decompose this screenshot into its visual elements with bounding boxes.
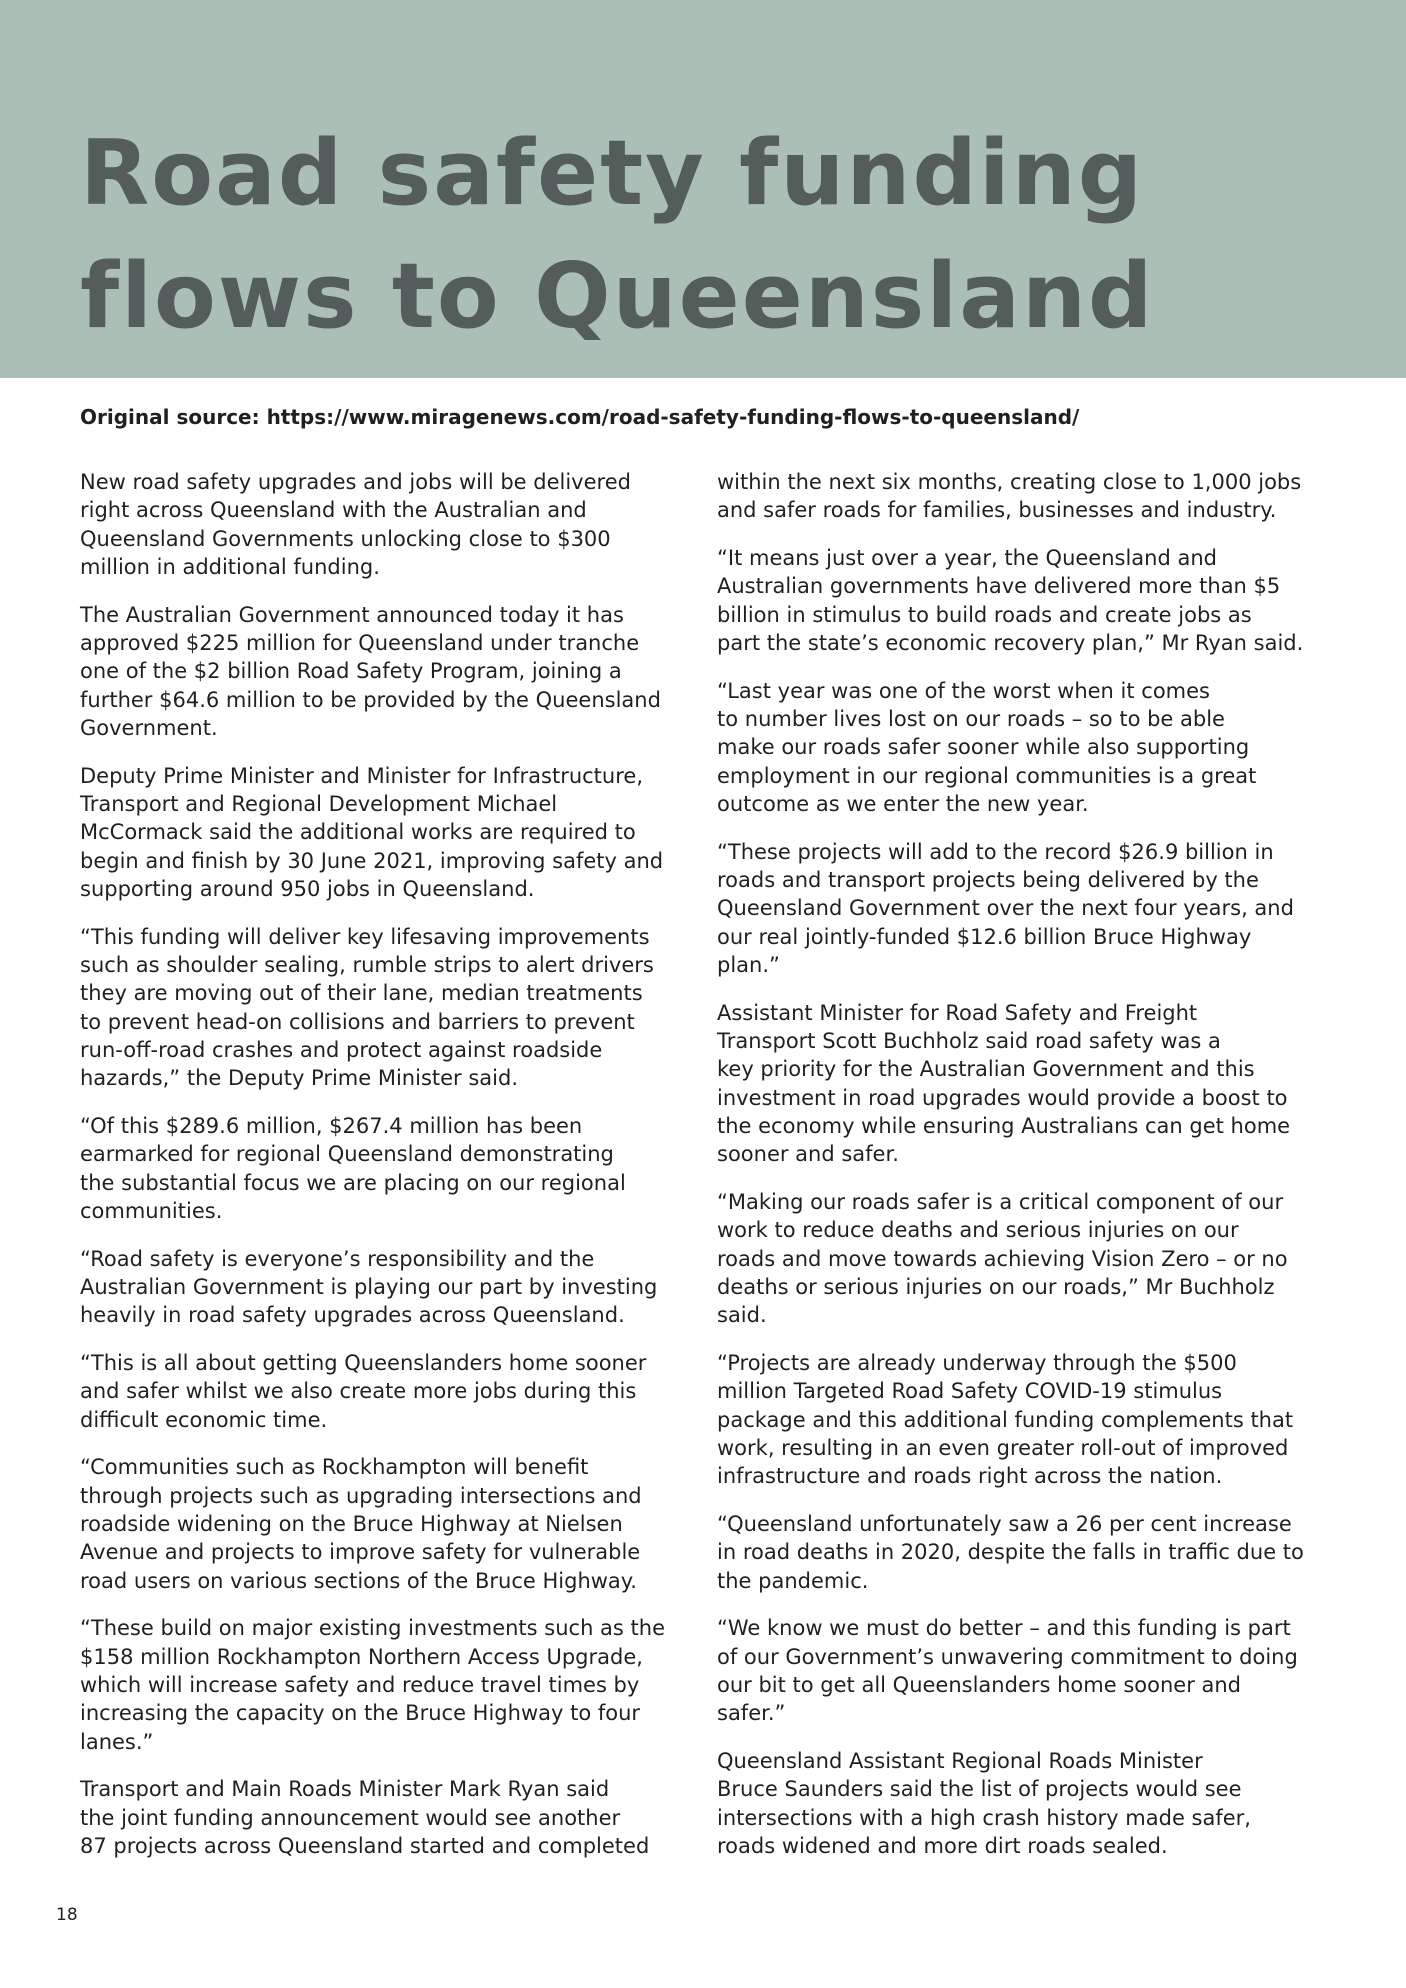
text-line: they are moving out of their lane, median treatments [80, 981, 643, 1006]
paragraph [80, 601, 690, 742]
text-line: such as shoulder sealing, rumble strips to alert drivers [80, 952, 654, 977]
text-line: The Australian Government announced today it has [80, 602, 624, 627]
text-line: “Of this $289.6 million, $267.4 million has been [80, 1113, 583, 1138]
text-line: Transport Scott Buchholz said road safety was a [717, 1029, 1221, 1054]
text-line: work, resulting in an even greater roll-out of improved [717, 1435, 1289, 1460]
text-line: “Making our roads safer is a critical component of our [717, 1190, 1284, 1215]
text-line: million in additional funding. [80, 554, 380, 579]
text-line: which will increase safety and reduce travel times by [80, 1672, 640, 1697]
text-line: earmarked for regional Queensland demonstrating [80, 1142, 614, 1167]
text-line: package and this additional funding complements that [717, 1407, 1294, 1432]
text-line: employment in our regional communities is a great [717, 763, 1257, 788]
text-line: “We know we must do better – and this funding is part [717, 1616, 1291, 1641]
text-line: Bruce Saunders said the list of projects would see [717, 1777, 1242, 1802]
text-line: make our roads safer sooner while also supporting [717, 735, 1250, 760]
text-line: work to reduce deaths and serious injuries on our [717, 1218, 1239, 1243]
paragraph [80, 468, 690, 581]
text-line: roads and move towards achieving Vision Zero – or no [717, 1246, 1288, 1271]
text-line: and safer whilst we also create more jobs during this [80, 1379, 637, 1404]
text-line: heavily in road safety upgrades across Queensland. [80, 1303, 625, 1328]
paragraph [80, 1245, 690, 1330]
text-line: said. [717, 1303, 767, 1328]
text-line: roads widened and more dirt roads sealed. [717, 1833, 1168, 1858]
text-line: Assistant Minister for Road Safety and Freight [717, 1000, 1198, 1025]
text-line: Avenue and projects to improve safety for vulnerable [80, 1540, 641, 1565]
title-line-2: flows to Queensland [80, 244, 1155, 349]
text-line: of our Government’s unwavering commitment to doing [717, 1644, 1298, 1669]
text-line: 87 projects across Queensland started and completed [80, 1833, 650, 1858]
text-line: outcome as we enter the new year. [717, 791, 1089, 816]
text-line: “Queensland unfortunately saw a 26 per cent increase [717, 1512, 1292, 1536]
text-line: the joint funding announcement would see another [80, 1805, 621, 1830]
text-line: through projects such as upgrading intersections and [80, 1483, 642, 1508]
text-line: “These build on major existing investments such as the [80, 1616, 666, 1641]
text-line: within the next six months, creating close to 1,000 jobs [717, 470, 1302, 494]
paragraph [717, 468, 1337, 525]
text-line: investment in road upgrades would provide a boost to [717, 1085, 1288, 1110]
text-line: $158 million Rockhampton Northern Access Upgrade, [80, 1644, 643, 1669]
paragraph [717, 1614, 1337, 1727]
text-line: the economy while ensuring Australians can get home [717, 1113, 1291, 1138]
text-line: difficult economic time. [80, 1407, 328, 1432]
text-line: Deputy Prime Minister and Minister for Infrastructure, [80, 763, 643, 788]
text-line: plan.” [717, 952, 780, 977]
text-line: Queensland Governments unlocking close to $300 [80, 526, 611, 551]
text-line: key priority for the Australian Government and this [717, 1057, 1255, 1082]
text-line: safer.” [717, 1701, 786, 1726]
paragraph [80, 923, 690, 1093]
text-line: hazards,” the Deputy Prime Minister said. [80, 1066, 519, 1091]
source-citation: Original source: https://www.miragenews.com/road-safety-funding-flows-to-queensland/ [80, 405, 1080, 429]
text-line: our real jointly-funded $12.6 billion Bruce Highway [717, 924, 1252, 949]
text-line: “This is all about getting Queenslanders home sooner [80, 1351, 647, 1376]
paragraph [717, 1510, 1337, 1595]
text-line: road users on various sections of the Bruce Highway. [80, 1568, 637, 1593]
text-line: Australian Government is playing our part by investing [80, 1274, 658, 1299]
paragraph [80, 1614, 690, 1755]
paragraph [717, 1747, 1337, 1860]
text-line: Queensland Government over the next four years, and [717, 896, 1294, 921]
text-line: lanes.” [80, 1729, 154, 1754]
text-line: supporting around 950 jobs in Queensland. [80, 876, 535, 901]
text-line: “It means just over a year, the Queensland and [717, 546, 1217, 571]
text-line: Government. [80, 715, 218, 740]
text-line: and safer roads for families, businesses and industry. [717, 498, 1277, 523]
text-line: million Targeted Road Safety COVID-19 stimulus [717, 1379, 1223, 1404]
text-line: “Road safety is everyone’s responsibility and the [80, 1246, 595, 1271]
paragraph [717, 677, 1337, 818]
text-line: to prevent head-on collisions and barriers to prevent [80, 1009, 635, 1034]
title-line-1: Road safety funding [80, 121, 1145, 226]
text-line: New road safety upgrades and jobs will be delivered [80, 470, 631, 494]
text-line: our bit to get all Queenslanders home sooner and [717, 1672, 1242, 1697]
paragraph [80, 762, 690, 903]
text-line: roadside widening on the Bruce Highway at Nielsen [80, 1512, 623, 1536]
text-line: Transport and Regional Development Michael [80, 791, 558, 816]
text-line: “This funding will deliver key lifesaving improvements [80, 924, 650, 949]
text-line: communities. [80, 1198, 223, 1223]
text-line: Australian governments have delivered more than $5 [717, 574, 1281, 599]
text-line: approved $225 million for Queensland under tranche [80, 630, 640, 655]
text-line: intersections with a high crash history made safer, [717, 1805, 1251, 1830]
text-line: infrastructure and roads right across the nation. [717, 1464, 1223, 1489]
text-line: one of the $2 billion Road Safety Program, joining a [80, 659, 622, 684]
text-line: roads and transport projects being delivered by the [717, 868, 1259, 893]
text-line: run-off-road crashes and protect against roadside [80, 1037, 603, 1062]
text-line: further $64.6 million to be provided by the Queensland [80, 687, 661, 712]
text-line: Transport and Main Roads Minister Mark Ryan said [80, 1777, 610, 1802]
text-line: “These projects will add to the record $26.9 billion in [717, 839, 1274, 864]
paragraph [80, 1349, 690, 1434]
paragraph [80, 1453, 690, 1594]
text-line: to number lives lost on our roads – so to be able [717, 707, 1225, 732]
paragraph [717, 999, 1337, 1169]
article-title [80, 112, 1280, 358]
text-line: sooner and safer. [717, 1142, 899, 1167]
text-line: McCormack said the additional works are required to [80, 820, 636, 845]
paragraph [717, 1188, 1337, 1329]
text-line: increasing the capacity on the Bruce Highway to four [80, 1701, 641, 1726]
paragraph [717, 1349, 1337, 1490]
text-line: begin and finish by 30 June 2021, improving safety and [80, 848, 664, 873]
text-line: the substantial focus we are placing on our regional [80, 1170, 626, 1195]
paragraph [717, 544, 1337, 657]
paragraph [717, 838, 1337, 979]
right-column [717, 468, 1337, 1880]
paragraph [80, 1112, 690, 1225]
text-line: right across Queensland with the Australian and [80, 498, 587, 523]
text-line: “Communities such as Rockhampton will benefit [80, 1455, 589, 1480]
text-line: Queensland Assistant Regional Roads Minister [717, 1749, 1203, 1774]
left-column [80, 468, 690, 1880]
text-line: “Projects are already underway through the $500 [717, 1351, 1237, 1376]
text-line: deaths or serious injuries on our roads,” Mr Buchholz [717, 1274, 1275, 1299]
text-line: “Last year was one of the worst when it comes [717, 678, 1210, 703]
text-line: in road deaths in 2020, despite the falls in traffic due to [717, 1540, 1304, 1565]
text-line: billion in stimulus to build roads and create jobs as [717, 602, 1252, 627]
page-number: 18 [56, 1905, 78, 1925]
text-line: part the state’s economic recovery plan,” Mr Ryan said. [717, 630, 1304, 655]
paragraph [80, 1775, 690, 1860]
text-line: the pandemic. [717, 1568, 869, 1593]
